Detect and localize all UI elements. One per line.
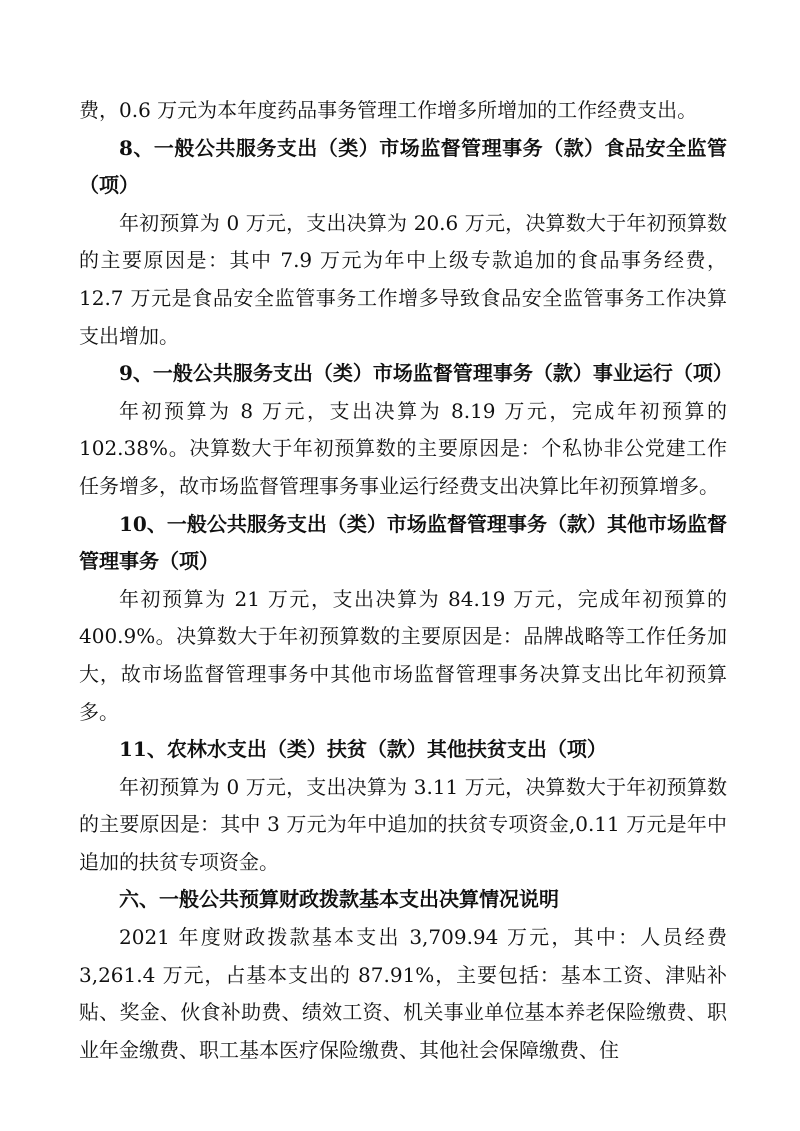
section-8-paragraph: 年初预算为 0 万元，支出决算为 20.6 万元，决算数大于年初预算数的主要原因是：其中 7.9 万元为年中上级专款追加的食品事务经费，12.7 万元是食品安全监管事务工作增多导致食品安全监管事务工作决算支出增加。: [79, 210, 727, 348]
continued-paragraph: 费，0.6 万元为本年度药品事务管理工作增多所增加的工作经费支出。: [79, 98, 698, 122]
section-11-paragraph: 年初预算为 0 万元，支出决算为 3.11 万元，决算数大于年初预算数的主要原因是：其中 3 万元为年中追加的扶贫专项资金,0.11 万元是年中追加的扶贫专项资金。: [79, 774, 727, 874]
section-9-paragraph: 年初预算为 8 万元，支出决算为 8.19 万元，完成年初预算的102.38%。决算数大于年初预算数的主要原因是：个私协非公党建工作任务增多，故市场监督管理事务事业运行经费支出决算比年初预算增多。: [79, 398, 727, 498]
section-heading-11: 11、农林水支出（类）扶贫（款）其他扶贫支出（项）: [119, 737, 607, 762]
section-heading-8: 8、一般公共服务支出（类）市场监督管理事务（款）食品安全监管（项）: [79, 135, 727, 198]
basic-expenditure-paragraph: 2021 年度财政拨款基本支出 3,709.94 万元，其中：人员经费3,261.4 万元，占基本支出的 87.91%，主要包括：基本工资、津贴补贴、奖金、伙食补助费、绩效工资、机关事业单位基本养老保险缴费、职业年金缴费、职工基本医疗保险缴费、其他社会保障缴费、住: [79, 925, 727, 1062]
section-heading-9: 9、一般公共服务支出（类）市场监督管理事务（款）事业运行（项）: [119, 361, 733, 386]
section-heading-6: 六、一般公共预算财政拨款基本支出决算情况说明: [119, 887, 559, 912]
section-10-paragraph: 年初预算为 21 万元，支出决算为 84.19 万元，完成年初预算的400.9%。决算数大于年初预算数的主要原因是：品牌战略等工作任务加大，故市场监督管理事务中其他市场监督管理事务决算支出比年初预算多。: [79, 586, 727, 724]
section-heading-10: 10、一般公共服务支出（类）市场监督管理事务（款）其他市场监督管理事务（项）: [79, 511, 727, 574]
document-body: [79, 92, 733, 1069]
